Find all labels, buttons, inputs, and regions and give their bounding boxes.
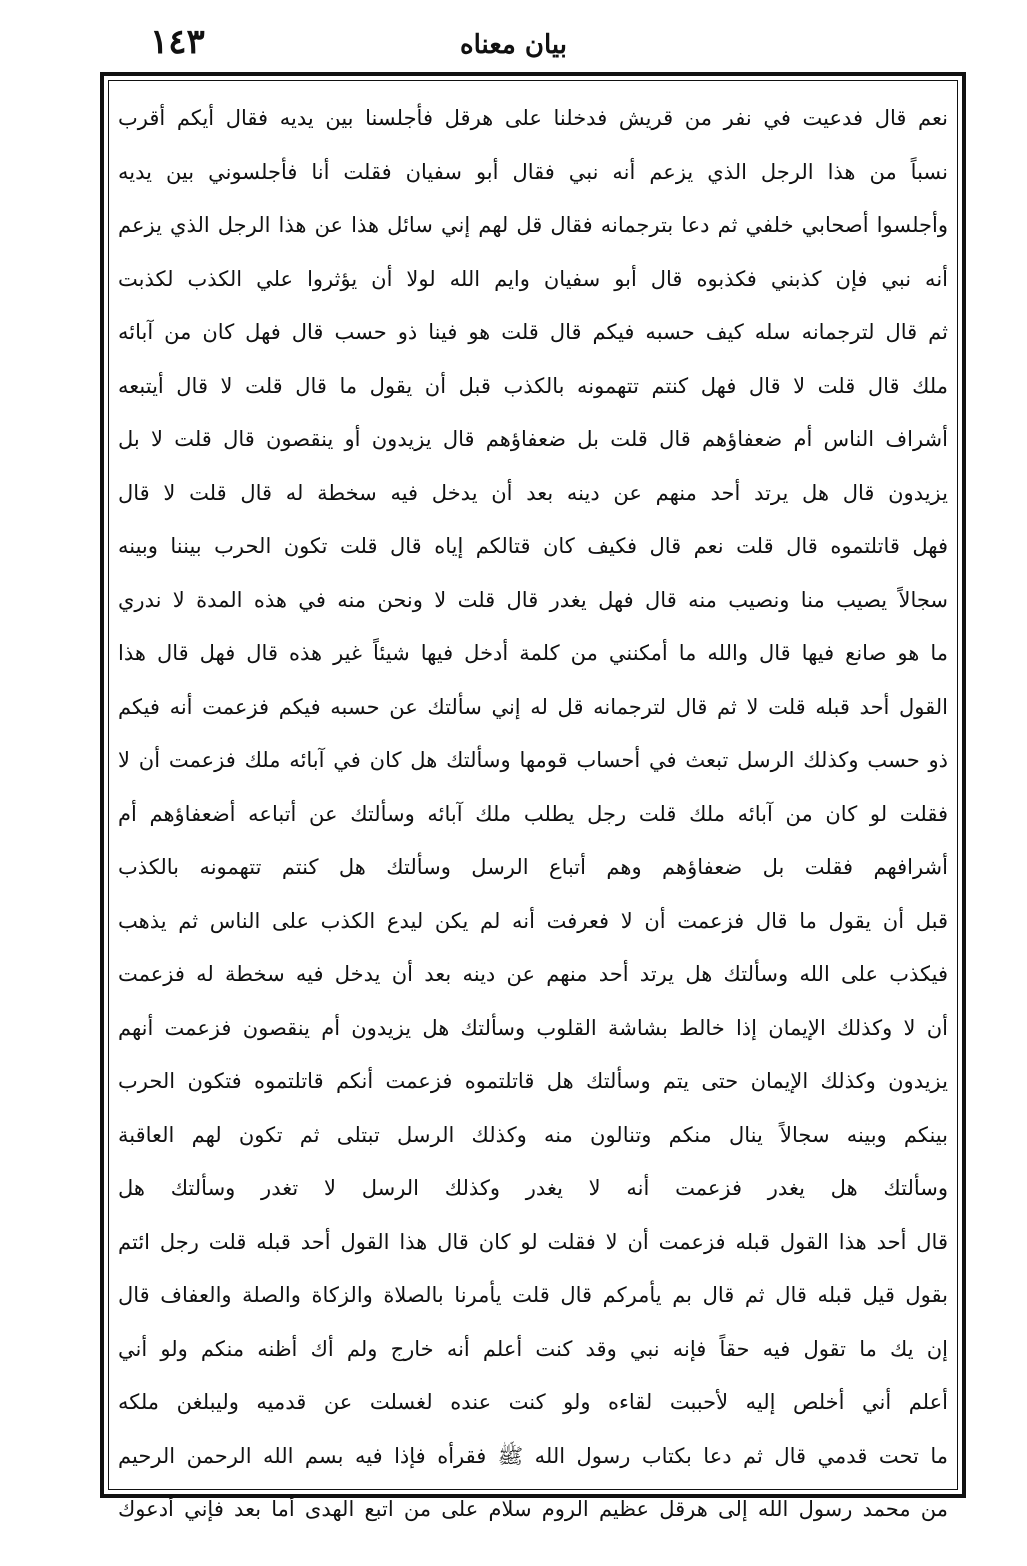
- text-line: فهل قاتلتموه قال قلت نعم قال فكيف كان قتالكم إياه قال قلت تكون الحرب بيننا وبينه: [118, 534, 948, 558]
- text-line: أنه نبي فإن كذبني فكذبوه قال أبو سفيان وايم الله لولا أن يؤثروا علي الكذب لكذبت: [118, 266, 948, 291]
- text-line: نعم قال فدعيت في نفر من قريش فدخلنا على هرقل فأجلسنا بين يديه فقال أيكم أقرب: [118, 106, 948, 130]
- page-header: [0, 0, 1027, 70]
- text-line: فقلت لو كان من آبائه ملك قلت رجل يطلب ملك آبائه وسألتك عن أتباعه أضعفاؤهم أم: [118, 801, 948, 826]
- text-line: بقول قيل قبله قال ثم قال بم يأمركم قال قلت يأمرنا بالصلاة والزكاة والصلة والعفاف قال: [118, 1283, 948, 1307]
- text-line: وسألتك هل يغدر فزعمت أنه لا يغدر وكذلك الرسل لا تغدر وسألتك هل: [118, 1176, 948, 1200]
- running-title: بيان معناه: [459, 30, 567, 60]
- text-line: ثم قال لترجمانه سله كيف حسبه فيكم قال قلت هو فينا ذو حسب قال فهل كان من آبائه: [118, 320, 948, 344]
- text-line: سجالاً يصيب منا ونصيب منه قال فهل يغدر قال قلت لا ونحن منه في هذه المدة لا ندري: [118, 587, 948, 612]
- text-line: فيكذب على الله وسألتك هل يرتد أحد منهم عن دينه بعد أن يدخل فيه سخطة له فزعمت: [118, 962, 948, 986]
- text-line: قال أحد هذا القول قبله فزعمت أن لا فقلت لو كان قال هذا القول أحد قبله قلت رجل ائتم: [118, 1229, 948, 1254]
- body-text: [118, 92, 948, 1521]
- text-line: أشراف الناس أم ضعفاؤهم قال قلت بل ضعفاؤهم قال يزيدون أو ينقصون قال قلت لا بل: [118, 427, 948, 451]
- text-line: يزيدون قال هل يرتد أحد منهم عن دينه بعد أن يدخل فيه سخطة له قال قلت لا قال: [118, 480, 948, 505]
- text-line: أن لا وكذلك الإيمان إذا خالط بشاشة القلوب وسألتك هل يزيدون أم ينقصون فزعمت أنهم: [118, 1015, 948, 1040]
- text-line: أعلم أني أخلص إليه لأحببت لقاءه ولو كنت عنده لغسلت عن قدميه وليبلغن ملكه: [118, 1390, 948, 1414]
- text-line: ذو حسب وكذلك الرسل تبعث في أحساب قومها وسألتك هل كان في آبائه ملك فزعمت أن لا: [118, 748, 948, 772]
- text-line: من محمد رسول الله إلى هرقل عظيم الروم سلام على من اتبع الهدى أما بعد فإني أدعوك: [118, 1497, 948, 1521]
- text-line: القول أحد قبله قلت لا ثم قال لترجمانه قل له إني سألتك عن حسبه فيكم فزعمت أنه فيكم: [118, 694, 948, 719]
- text-line: نسباً من هذا الرجل الذي يزعم أنه نبي فقال أبو سفيان فقلت أنا فأجلسوني بين يديه: [118, 159, 948, 184]
- text-line: يزيدون وكذلك الإيمان حتى يتم وسألتك هل قاتلتموه فزعمت أنكم قاتلتموه فتكون الحرب: [118, 1069, 948, 1093]
- text-line: إن يك ما تقول فيه حقاً فإنه نبي وقد كنت أعلم أنه خارج ولم أك أظنه منكم ولو أني: [118, 1336, 948, 1361]
- text-line: بينكم وبينه سجالاً ينال منكم وتنالون منه وكذلك الرسل تبتلى ثم تكون لهم العاقبة: [118, 1122, 948, 1147]
- text-line: أشرافهم فقلت بل ضعفاؤهم وهم أتباع الرسل وسألتك هل كنتم تتهمونه بالكذب: [118, 855, 948, 879]
- text-line: ما تحت قدمي قال ثم دعا بكتاب رسول الله ﷺ فقرأه فإذا فيه بسم الله الرحمن الرحيم: [118, 1443, 948, 1468]
- text-line: وأجلسوا أصحابي خلفي ثم دعا بترجمانه فقال قل لهم إني سائل هذا عن هذا الرجل الذي يزعم: [118, 213, 948, 237]
- text-line: ما هو صانع فيها قال والله ما أمكنني من كلمة أدخل فيها شيئاً غير هذه قال فهل قال هذا: [118, 641, 948, 665]
- page-number: ١٤٣: [150, 22, 205, 62]
- text-line: ملك قال قلت لا قال فهل كنتم تتهمونه بالكذب قبل أن يقول ما قال قلت لا قال أيتبعه: [118, 373, 948, 398]
- text-line: قبل أن يقول ما قال فزعمت أن لا فعرفت أنه لم يكن ليدع الكذب على الناس ثم يذهب: [118, 908, 948, 933]
